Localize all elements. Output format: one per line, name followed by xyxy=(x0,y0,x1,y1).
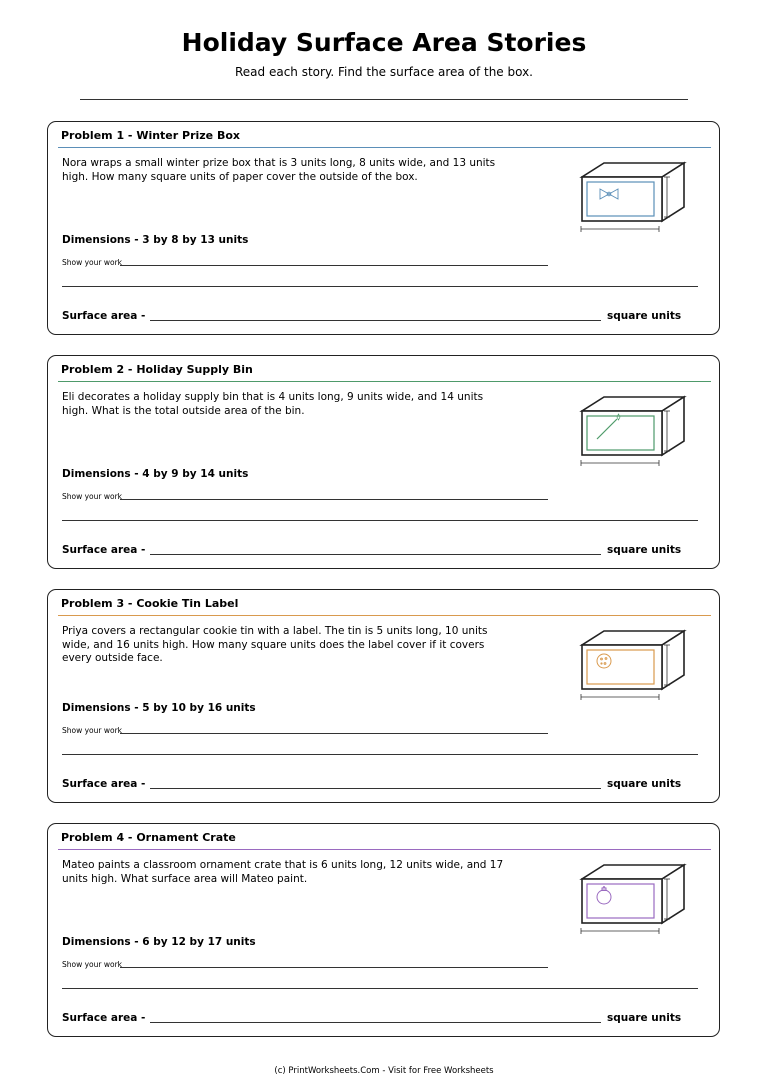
problem-title: Problem 2 - Holiday Supply Bin xyxy=(61,363,253,376)
accent-divider xyxy=(58,615,711,616)
work-line[interactable] xyxy=(62,520,698,521)
answer-line[interactable] xyxy=(150,788,601,789)
unit-label: square units xyxy=(607,310,682,322)
problem-title: Problem 3 - Cookie Tin Label xyxy=(61,597,239,610)
surface-area-label: Surface area - xyxy=(62,778,146,790)
problem-card-2 xyxy=(47,355,720,569)
work-line[interactable] xyxy=(62,286,698,287)
problem-dimensions: Dimensions - 6 by 12 by 17 units xyxy=(62,936,256,948)
problem-dimensions: Dimensions - 3 by 8 by 13 units xyxy=(62,234,249,246)
work-label: Show your work xyxy=(62,492,123,501)
answer-line[interactable] xyxy=(150,1022,601,1023)
problem-story: Mateo paints a classroom ornament crate that is 6 units long, 12 units wide, and 17 units high. What surface area will Mateo paint. xyxy=(62,859,504,885)
problem-title: Problem 1 - Winter Prize Box xyxy=(61,129,241,142)
box-illustration xyxy=(578,391,688,471)
work-line[interactable] xyxy=(62,754,698,755)
surface-area-label: Surface area - xyxy=(62,1012,146,1024)
answer-line[interactable] xyxy=(150,320,601,321)
problem-card-1 xyxy=(47,121,720,335)
page-subtitle: Read each story. Find the surface area of the box. xyxy=(234,65,533,79)
problem-dimensions: Dimensions - 5 by 10 by 16 units xyxy=(62,702,256,714)
unit-label: square units xyxy=(607,778,682,790)
problem-story: Nora wraps a small winter prize box that is 3 units long, 8 units wide, and 13 units high. How many square units of paper cover the outside of the box. xyxy=(62,157,496,183)
work-line[interactable] xyxy=(120,967,548,968)
work-label: Show your work xyxy=(62,960,123,969)
accent-divider xyxy=(58,849,711,850)
header-divider xyxy=(80,99,688,100)
accent-divider xyxy=(58,147,711,148)
unit-label: square units xyxy=(607,544,682,556)
problem-card-3 xyxy=(47,589,720,803)
answer-line[interactable] xyxy=(150,554,601,555)
surface-area-label: Surface area - xyxy=(62,544,146,556)
box-illustration xyxy=(578,157,688,237)
footer-credit: (c) PrintWorksheets.Com - Visit for Free Worksheets xyxy=(274,1066,494,1076)
problem-story: Priya covers a rectangular cookie tin with a label. The tin is 5 units long, 10 units wide, and 16 units high. How many square units does the label cover if it covers every outside face. xyxy=(62,625,488,664)
work-label: Show your work xyxy=(62,726,123,735)
work-line[interactable] xyxy=(62,988,698,989)
work-label: Show your work xyxy=(62,258,123,267)
work-line[interactable] xyxy=(120,499,548,500)
unit-label: square units xyxy=(607,1012,682,1024)
box-illustration xyxy=(578,625,688,705)
problem-story: Eli decorates a holiday supply bin that is 4 units long, 9 units wide, and 14 units high. What is the total outside area of the bin. xyxy=(62,391,484,417)
work-line[interactable] xyxy=(120,265,548,266)
accent-divider xyxy=(58,381,711,382)
work-line[interactable] xyxy=(120,733,548,734)
problem-title: Problem 4 - Ornament Crate xyxy=(61,831,236,844)
problem-dimensions: Dimensions - 4 by 9 by 14 units xyxy=(62,468,249,480)
surface-area-label: Surface area - xyxy=(62,310,146,322)
page-title: Holiday Surface Area Stories xyxy=(181,28,587,57)
problem-card-4 xyxy=(47,823,720,1037)
box-illustration xyxy=(578,859,688,939)
